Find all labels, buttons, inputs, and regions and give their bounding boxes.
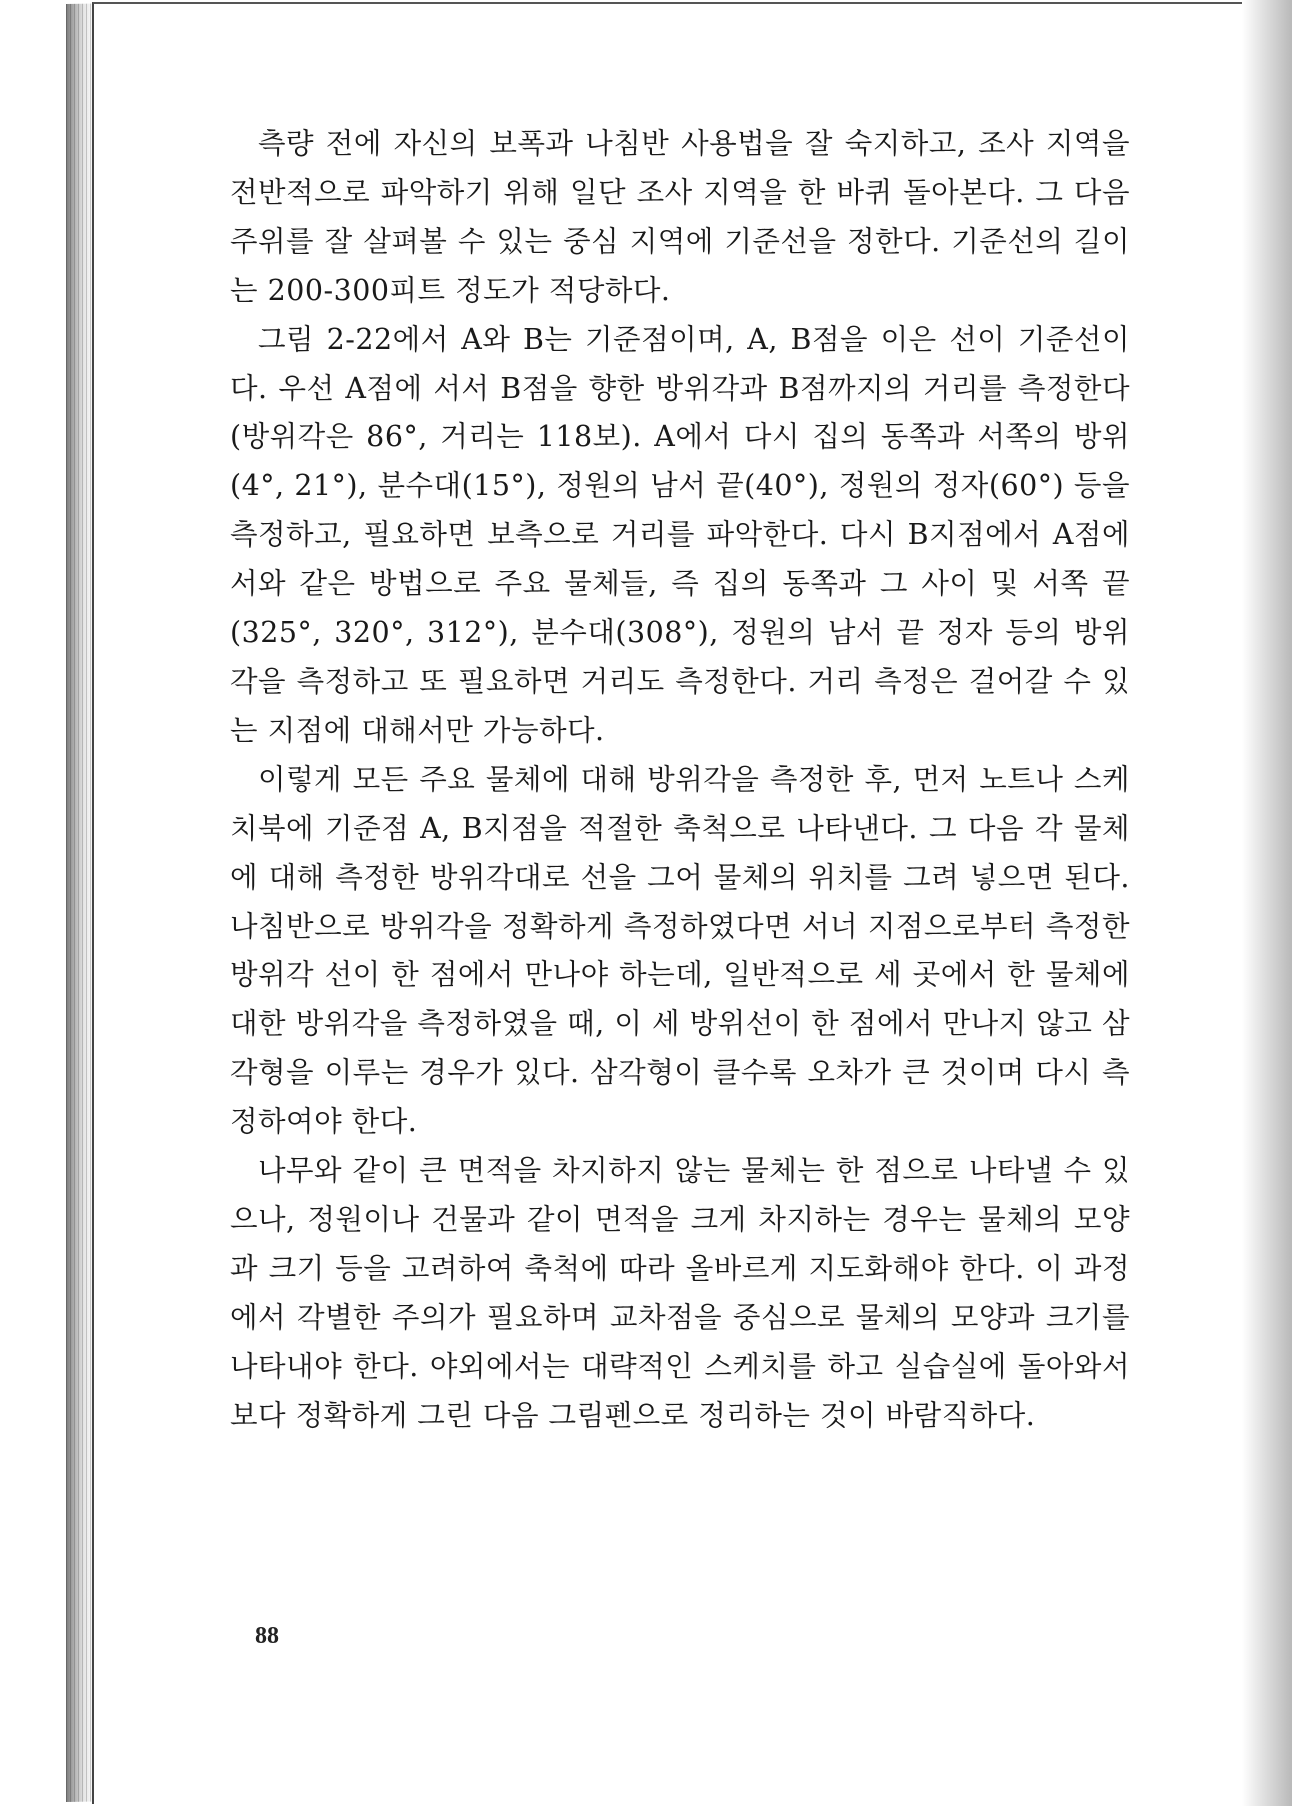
paragraph-2: 그림 2-22에서 A와 B는 기준점이며, A, B점을 이은 선이 기준선이다. 우선 A점에 서서 B점을 향한 방위각과 B점까지의 거리를 측정한다(방위각은 86°, 거리는 118보). A에서 다시 집의 동쪽과 서쪽의 방위(4°, 21°), 분수대(15°), 정원의 남서 끝(40°), 정원의 정자(60°) 등을 측정하고, 필요하면 보측으로 거리를 파악한다. 다시 B지점에서 A점에서와 같은 방법으로 주요 물체들, 즉 집의 동쪽과 그 사이 및 서쪽 끝(325°, 320°, 312°), 분수대(308°), 정원의 남서 끝 정자 등의 방위각을 측정하고 또 필요하면 거리도 측정한다. 거리 측정은 걸어갈 수 있는 지점에 대해서만 가능하다.: [230, 322, 1130, 747]
page-shadow-right: [1242, 0, 1292, 1806]
paragraph-1: 측량 전에 자신의 보폭과 나침반 사용법을 잘 숙지하고, 조사 지역을 전반적으로 파악하기 위해 일단 조사 지역을 한 바퀴 돌아본다. 그 다음 주위를 잘 살펴볼 수 있는 중심 지역에 기준선을 정한다. 기준선의 길이는 200-300피트 정도가 적당하다.: [230, 127, 1130, 307]
page-number: 88: [255, 1623, 279, 1649]
paragraph-4: 나무와 같이 큰 면적을 차지하지 않는 물체는 한 점으로 나타낼 수 있으나, 정원이나 건물과 같이 면적을 크게 차지하는 경우는 물체의 모양과 크기 등을 고려하여 축척에 따라 올바르게 지도화해야 한다. 이 과정에서 각별한 주의가 필요하며 교차점을 중심으로 물체의 모양과 크기를 나타내야 한다. 야외에서는 대략적인 스케치를 하고 실습실에 돌아와서 보다 정확하게 그린 다음 그림펜으로 정리하는 것이 바람직하다.: [230, 1154, 1130, 1432]
body-text: [230, 120, 1130, 1440]
paragraph-3: 이렇게 모든 주요 물체에 대해 방위각을 측정한 후, 먼저 노트나 스케치북에 기준점 A, B지점을 적절한 축척으로 나타낸다. 그 다음 각 물체에 대해 측정한 방위각대로 선을 그어 물체의 위치를 그려 넣으면 된다. 나침반으로 방위각을 정확하게 측정하였다면 서너 지점으로부터 측정한 방위각 선이 한 점에서 만나야 하는데, 일반적으로 세 곳에서 한 물체에 대한 방위각을 측정하였을 때, 이 세 방위선이 한 점에서 만나지 않고 삼각형을 이루는 경우가 있다. 삼각형이 클수록 오차가 큰 것이며 다시 측정하여야 한다.: [230, 762, 1130, 1139]
